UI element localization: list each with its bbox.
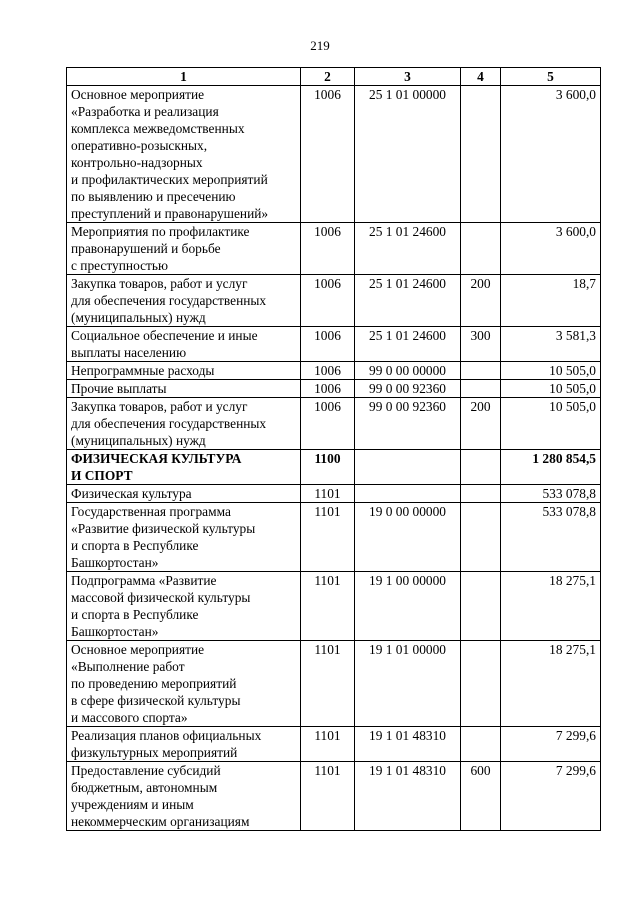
column-header-kind: 4 <box>461 68 501 86</box>
row-section-code: 1006 <box>301 362 355 380</box>
row-amount: 533 078,8 <box>501 485 601 503</box>
table-row <box>67 450 601 485</box>
row-amount: 533 078,8 <box>501 503 601 572</box>
row-section-code: 1006 <box>301 380 355 398</box>
row-expense-kind <box>461 503 501 572</box>
row-name: ФИЗИЧЕСКАЯ КУЛЬТУРА И СПОРТ <box>67 450 301 485</box>
row-section-code: 1006 <box>301 398 355 450</box>
row-target-code: 99 0 00 92360 <box>355 380 461 398</box>
row-section-code: 1006 <box>301 327 355 362</box>
row-target-code: 99 0 00 92360 <box>355 398 461 450</box>
row-expense-kind: 300 <box>461 327 501 362</box>
row-expense-kind: 600 <box>461 762 501 831</box>
row-section-code: 1101 <box>301 503 355 572</box>
row-target-code: 25 1 01 00000 <box>355 86 461 223</box>
row-expense-kind <box>461 380 501 398</box>
row-expense-kind: 200 <box>461 398 501 450</box>
table-body <box>67 86 601 831</box>
row-target-code: 19 1 01 00000 <box>355 641 461 727</box>
row-expense-kind <box>461 362 501 380</box>
row-section-code: 1101 <box>301 762 355 831</box>
row-expense-kind <box>461 641 501 727</box>
row-section-code: 1101 <box>301 641 355 727</box>
table-row <box>67 223 601 275</box>
row-amount: 18 275,1 <box>501 641 601 727</box>
table-row <box>67 86 601 223</box>
column-header-section: 2 <box>301 68 355 86</box>
row-section-code: 1006 <box>301 86 355 223</box>
row-amount: 3 600,0 <box>501 86 601 223</box>
table-row <box>67 362 601 380</box>
row-target-code: 25 1 01 24600 <box>355 275 461 327</box>
row-target-code: 19 1 00 00000 <box>355 572 461 641</box>
row-name: Закупка товаров, работ и услуг для обеспечения государственных (муниципальных) нужд <box>67 398 301 450</box>
table-row <box>67 572 601 641</box>
row-name: Прочие выплаты <box>67 380 301 398</box>
row-expense-kind <box>461 485 501 503</box>
row-name: Реализация планов официальных физкультурных мероприятий <box>67 727 301 762</box>
table-row <box>67 762 601 831</box>
row-name: Мероприятия по профилактике правонарушений и борьбе с преступностью <box>67 223 301 275</box>
row-expense-kind <box>461 223 501 275</box>
row-name: Физическая культура <box>67 485 301 503</box>
row-amount: 7 299,6 <box>501 762 601 831</box>
row-name: Основное мероприятие «Разработка и реализация комплекса межведомственных оперативно-розыскных, контрольно-надзорных и профилактических мероприятий по выявлению и пресечению преступлений и правонарушений» <box>67 86 301 223</box>
row-expense-kind: 200 <box>461 275 501 327</box>
row-name: Государственная программа «Развитие физической культуры и спорта в Республике Башкортостан» <box>67 503 301 572</box>
row-amount: 10 505,0 <box>501 398 601 450</box>
header-row <box>67 68 601 86</box>
table-row <box>67 275 601 327</box>
row-expense-kind <box>461 727 501 762</box>
row-section-code: 1100 <box>301 450 355 485</box>
column-header-name: 1 <box>67 68 301 86</box>
row-expense-kind <box>461 86 501 223</box>
row-target-code: 19 1 01 48310 <box>355 727 461 762</box>
row-name: Подпрограмма «Развитие массовой физической культуры и спорта в Республике Башкортостан» <box>67 572 301 641</box>
table-row <box>67 327 601 362</box>
row-target-code: 19 0 00 00000 <box>355 503 461 572</box>
row-target-code: 19 1 01 48310 <box>355 762 461 831</box>
row-name: Закупка товаров, работ и услуг для обеспечения государственных (муниципальных) нужд <box>67 275 301 327</box>
row-amount: 7 299,6 <box>501 727 601 762</box>
page-number: 219 <box>310 38 330 53</box>
column-header-amount: 5 <box>501 68 601 86</box>
table-row <box>67 398 601 450</box>
row-amount: 1 280 854,5 <box>501 450 601 485</box>
row-section-code: 1006 <box>301 275 355 327</box>
row-amount: 3 581,3 <box>501 327 601 362</box>
table-row <box>67 380 601 398</box>
row-expense-kind <box>461 572 501 641</box>
row-section-code: 1006 <box>301 223 355 275</box>
row-target-code: 25 1 01 24600 <box>355 223 461 275</box>
row-name: Непрограммные расходы <box>67 362 301 380</box>
row-expense-kind <box>461 450 501 485</box>
column-header-code: 3 <box>355 68 461 86</box>
row-section-code: 1101 <box>301 727 355 762</box>
row-amount: 10 505,0 <box>501 362 601 380</box>
row-amount: 18 275,1 <box>501 572 601 641</box>
row-target-code <box>355 450 461 485</box>
table-row <box>67 727 601 762</box>
row-amount: 10 505,0 <box>501 380 601 398</box>
row-target-code: 99 0 00 00000 <box>355 362 461 380</box>
row-name: Социальное обеспечение и иные выплаты населению <box>67 327 301 362</box>
row-section-code: 1101 <box>301 572 355 641</box>
table-row <box>67 485 601 503</box>
row-target-code: 25 1 01 24600 <box>355 327 461 362</box>
row-amount: 3 600,0 <box>501 223 601 275</box>
budget-table <box>66 67 601 831</box>
row-amount: 18,7 <box>501 275 601 327</box>
table-row <box>67 641 601 727</box>
row-name: Предоставление субсидий бюджетным, автономным учреждениям и иным некоммерческим организациям <box>67 762 301 831</box>
row-name: Основное мероприятие «Выполнение работ по проведению мероприятий в сфере физической культуры и массового спорта» <box>67 641 301 727</box>
row-section-code: 1101 <box>301 485 355 503</box>
row-target-code <box>355 485 461 503</box>
table-row <box>67 503 601 572</box>
